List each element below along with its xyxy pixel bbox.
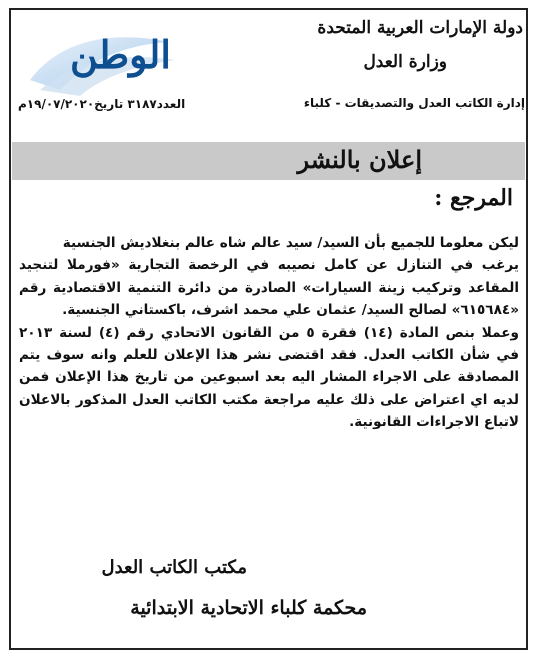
- ministry-heading: وزارة العدل: [363, 52, 447, 72]
- paragraph: يرغب في التنازل عن كامل نصيبه في الرخصة التجارية «فورملا لتنجيد المقاعد وتركيب زينة السيارات» الصادرة من دائرة التنمية الاقتصادية رقم «٦١٥٦٨٤» لصالح السيد/ عثمان علي محمد اشرف، باكستاني الجنسية.: [19, 257, 519, 319]
- department-line: إدارة الكاتب العدل والتصديقات - كلباء: [303, 96, 525, 110]
- paragraph: ليكن معلوما للجميع بأن السيد/ سيد عالم شاه عالم بنغلاديش الجنسية: [62, 235, 519, 251]
- reference-label: المرجع :: [434, 185, 513, 211]
- notice-title: إعلان بالنشر: [297, 145, 422, 174]
- issue-date-line: العدد٣١٨٧ تاريخ١٩/٠٧/٢٠٢٠م: [18, 97, 186, 111]
- newspaper-name: الوطن: [70, 32, 171, 77]
- notice-body: [19, 232, 519, 434]
- country-heading: دولة الإمارات العربية المتحدة: [317, 18, 523, 38]
- paragraph: وعملا بنص المادة (١٤) فقرة ٥ من القانون الاتحادي رقم (٤) لسنة ٢٠١٣ في شأن الكاتب العدل. فقد اقتضى نشر هذا الإعلان للعلم وانه سوف يتم المصادقة على الاجراء المشار اليه بعد اسبوعين من تاريخ هذا الإعلان فمن لديه اي اعتراض على ذلك عليه مراجعة مكتب الكاتب العدل المذكور بالاعلان لاتباع الاجراءات القانونية.: [19, 324, 519, 431]
- newspaper-logo: [20, 30, 180, 98]
- title-banner: [12, 142, 525, 180]
- signature-office: مكتب الكاتب العدل: [101, 557, 247, 578]
- signature-court: محكمة كلباء الاتحادية الابتدائية: [130, 597, 367, 619]
